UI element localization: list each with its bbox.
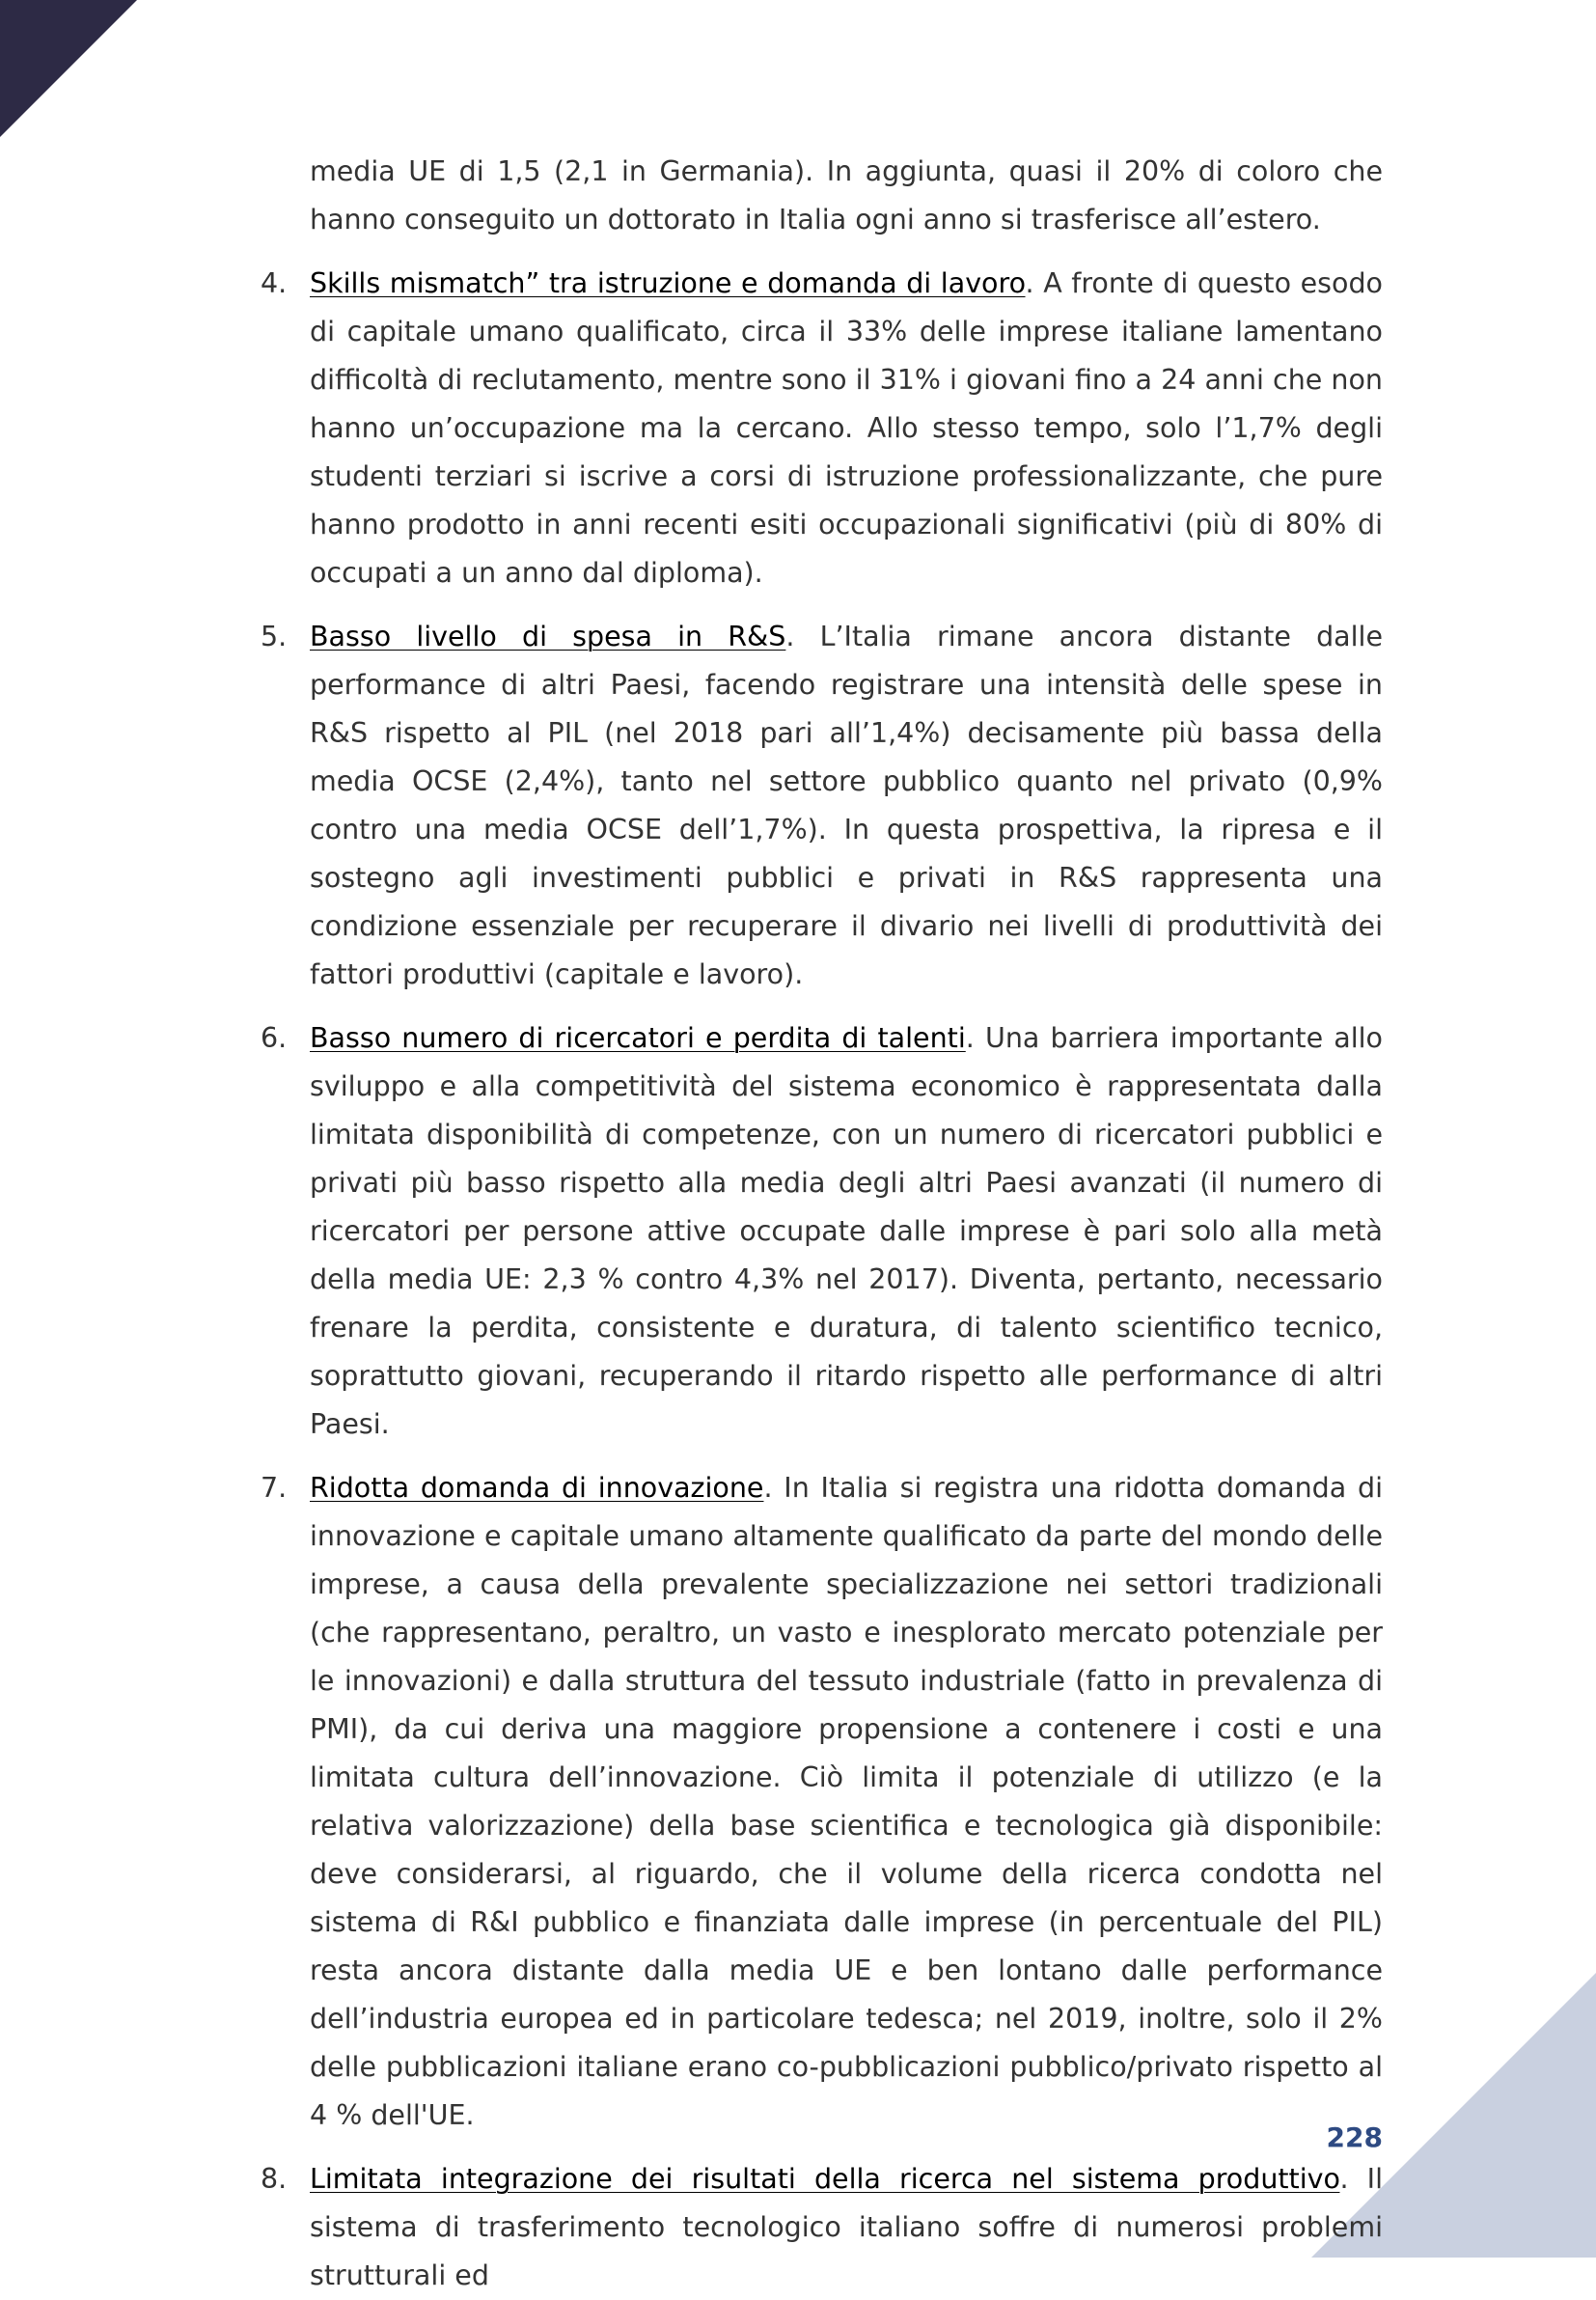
- list-item-7: [261, 1464, 1383, 2140]
- list-item-4: [261, 260, 1383, 597]
- page-number: 228: [1326, 2121, 1383, 2153]
- list-item-8: [261, 2155, 1383, 2300]
- list-item-number: 6.: [261, 1022, 288, 1054]
- list-item-number: 8.: [261, 2163, 288, 2195]
- list-item-body: . Il sistema di trasferimento tecnologico italiano soffre di numerosi problemi strutturali ed: [310, 2163, 1383, 2291]
- list-item-body: . Una barriera importante allo sviluppo e alla competitività del sistema economico è rappresentata dalla limitata disponibilità di competenze, con un numero di ricercatori pubblici e privati più basso rispetto alla media degli altri Paesi avanzati (il numero di ricercatori per persone attive occupate dalle imprese è pari solo alla metà della media UE: 2,3 % contro 4,3% nel 2017). Diventa, pertanto, necessario frenare la perdita, consistente e duratura, di talento scientifico tecnico, soprattutto giovani, recuperando il ritardo rispetto alle performance di altri Paesi.: [310, 1022, 1383, 1440]
- list-item-title: Ridotta domanda di innovazione: [310, 1472, 764, 1504]
- list-item-number: 7.: [261, 1472, 288, 1504]
- list-item-body: . L’Italia rimane ancora distante dalle performance di altri Paesi, facendo registrare una intensità delle spese in R&S rispetto al PIL (nel 2018 pari all’1,4%) decisamente più bassa della media OCSE (2,4%), tanto nel settore pubblico quanto nel privato (0,9% contro una media OCSE dell’1,7%). In questa prospettiva, la ripresa e il sostegno agli investimenti pubblici e privati in R&S rappresenta una condizione essenziale per recuperare il divario nei livelli di produttività dei fattori produttivi (capitale e lavoro).: [310, 621, 1383, 990]
- list-item-title: Basso livello di spesa in R&S: [310, 621, 786, 652]
- lead-paragraph: media UE di 1,5 (2,1 in Germania). In aggiunta, quasi il 20% di coloro che hanno conseguito un dottorato in Italia ogni anno si trasferisce all’estero.: [310, 155, 1383, 236]
- list-item-text: [310, 1014, 1383, 1449]
- list-item-text: [310, 613, 1383, 999]
- list-item-number: 4.: [261, 267, 288, 299]
- list-item-text: [310, 260, 1383, 597]
- list-item-number: 5.: [261, 621, 288, 652]
- list-item-title: Basso numero di ricercatori e perdita di talenti: [310, 1022, 966, 1054]
- list-item-body: . In Italia si registra una ridotta domanda di innovazione e capitale umano altamente qualificato da parte del mondo delle imprese, a causa della prevalente specializzazione nei settori tradizionali (che rappresentano, peraltro, un vasto e inesplorato mercato potenziale per le innovazioni) e dalla struttura del tessuto industriale (fatto in prevalenza di PMI), da cui deriva una maggiore propensione a contenere i costi e una limitata cultura dell’innovazione. Ciò limita il potenziale di utilizzo (e la relativa valorizzazione) della base scientifica e tecnologica già disponibile: deve considerarsi, al riguardo, che il volume della ricerca condotta nel sistema di R&I pubblico e finanziata dalle imprese (in percentuale del PIL) resta ancora distante dalla media UE e ben lontano dalle performance dell’industria europea ed in particolare tedesca; nel 2019, inoltre, solo il 2% delle pubblicazioni italiane erano co-pubblicazioni pubblico/privato rispetto al 4 % dell'UE.: [310, 1472, 1383, 2131]
- list-item-title: Skills mismatch” tra istruzione e domanda di lavoro: [310, 267, 1026, 299]
- list-item-text: [310, 2155, 1383, 2300]
- list-item-title: Limitata integrazione dei risultati della ricerca nel sistema produttivo: [310, 2163, 1340, 2195]
- corner-decoration-top-left: [0, 0, 137, 137]
- list-item-5: [261, 613, 1383, 999]
- list-item-text: [310, 1464, 1383, 2140]
- list-item-6: [261, 1014, 1383, 1449]
- list-item-body: . A fronte di questo esodo di capitale umano qualificato, circa il 33% delle imprese italiane lamentano difficoltà di reclutamento, mentre sono il 31% i giovani fino a 24 anni che non hanno un’occupazione ma la cercano. Allo stesso tempo, solo l’1,7% degli studenti terziari si iscrive a corsi di istruzione professionalizzante, che pure hanno prodotto in anni recenti esiti occupazionali significativi (più di 80% di occupati a un anno dal diploma).: [310, 267, 1383, 589]
- document-body: [261, 148, 1383, 2300]
